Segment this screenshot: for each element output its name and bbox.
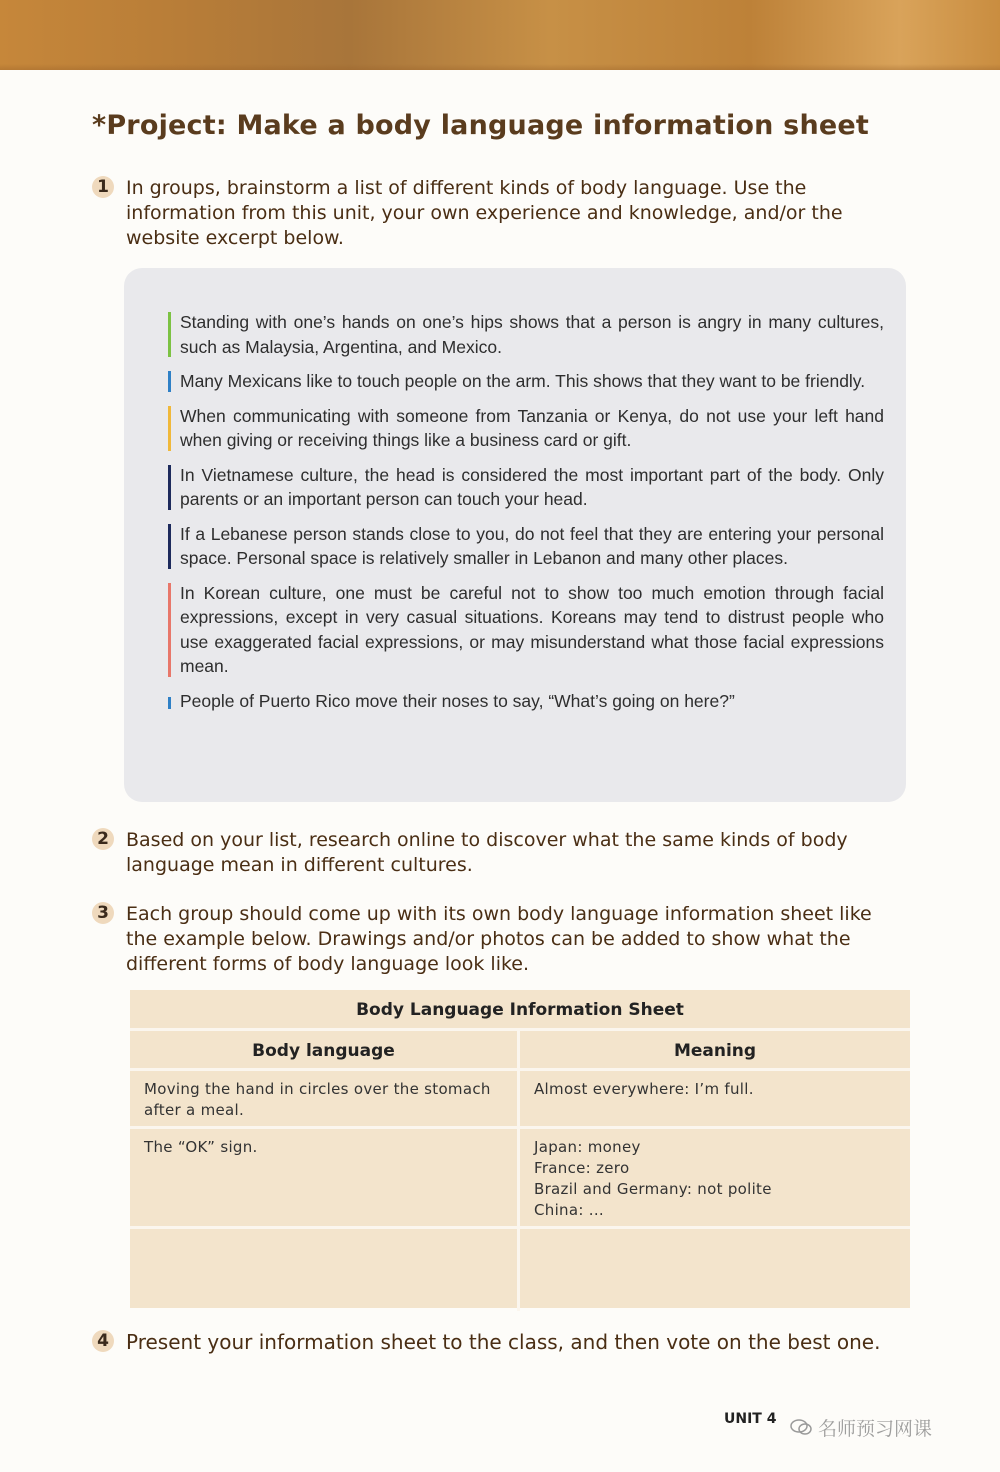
step-instruction: Based on your list, research online to discover what the same kinds of body language mean in different cultures.	[126, 829, 848, 876]
table-row	[130, 1068, 910, 1129]
step-instruction: In groups, brainstorm a list of different kinds of body language. Use the information from this unit, your own experience and knowledge, and/or the website excerpt below.	[126, 177, 843, 249]
color-bar	[168, 406, 171, 451]
excerpt-text: Many Mexicans like to touch people on the arm. This shows that they want to be friendly.	[180, 371, 866, 391]
excerpt-text: In Korean culture, one must be careful not to show too much emotion through facial expressions, except in very casual situations. Koreans may tend to distrust people who use exaggerated facial expressions, or may misunderstand what those facial expressions mean.	[180, 582, 884, 676]
excerpt-item	[168, 581, 884, 679]
excerpt-text: Standing with one’s hands on one’s hips shows that a person is angry in many cultures, such as Malaysia, Argentina, and Mexico.	[180, 312, 884, 357]
excerpt-text: People of Puerto Rico move their noses to say, “What’s going on here?”	[180, 690, 735, 711]
step-4	[92, 1330, 892, 1360]
table-cell: Almost everywhere: I’m full.	[534, 1080, 754, 1098]
step-instruction: Each group should come up with its own body language information sheet like the example below. Drawings and/or photos can be added to show what the different forms of body language look like.	[126, 903, 872, 975]
color-bar	[168, 465, 171, 510]
excerpt-item	[168, 689, 884, 714]
excerpt-text: If a Lebanese person stands close to you, do not feel that they are entering your personal space. Personal space is relatively smaller in Lebanon and many other places.	[180, 523, 884, 568]
step-number: 4	[92, 1330, 114, 1352]
color-bar	[168, 312, 171, 357]
step-1	[92, 176, 852, 256]
column-header-meaning: Meaning	[673, 1041, 757, 1061]
step-number: 3	[92, 902, 114, 924]
step-2	[92, 828, 892, 883]
unit-footer: UNIT 4	[724, 1411, 777, 1427]
table-cell	[520, 1229, 910, 1311]
top-decorative-band	[0, 0, 1000, 70]
table-header-row	[130, 1028, 910, 1071]
step-3	[92, 902, 892, 982]
table-cell: Japan: money France: zero Brazil and Germany: not polite China: ...	[534, 1138, 772, 1219]
table-cell	[130, 1229, 520, 1311]
website-excerpt-box	[124, 268, 906, 802]
excerpt-item	[168, 404, 884, 453]
excerpt-item	[168, 522, 884, 571]
column-header-body-language: Body language	[130, 1031, 520, 1071]
color-bar	[168, 697, 171, 710]
excerpt-item	[168, 369, 884, 394]
table-row	[130, 1226, 910, 1311]
color-bar	[168, 371, 171, 392]
excerpt-text: In Vietnamese culture, the head is considered the most important part of the body. Only parents or an important person can touch your head.	[180, 464, 884, 509]
watermark-text: 名师预习网课	[818, 1418, 933, 1440]
table-row	[130, 1126, 910, 1229]
excerpt-item	[168, 310, 884, 359]
excerpt-text: When communicating with someone from Tanzania or Kenya, do not use your left hand when giving or receiving things like a business card or gift.	[180, 405, 884, 450]
excerpt-item	[168, 463, 884, 512]
step-number: 2	[92, 828, 114, 850]
color-bar	[168, 583, 171, 677]
table-cell: Moving the hand in circles over the stomach after a meal.	[130, 1071, 520, 1129]
information-sheet-table	[130, 990, 910, 1308]
page-title: *Project: Make a body language information sheet	[92, 110, 870, 141]
step-instruction: Present your information sheet to the class, and then vote on the best one.	[126, 1330, 881, 1354]
table-cell: The “OK” sign.	[130, 1129, 520, 1229]
sheet-title: Body Language Information Sheet	[356, 1000, 684, 1020]
color-bar	[168, 524, 171, 569]
step-number: 1	[92, 176, 114, 198]
chat-bubble-icon	[790, 1419, 812, 1435]
